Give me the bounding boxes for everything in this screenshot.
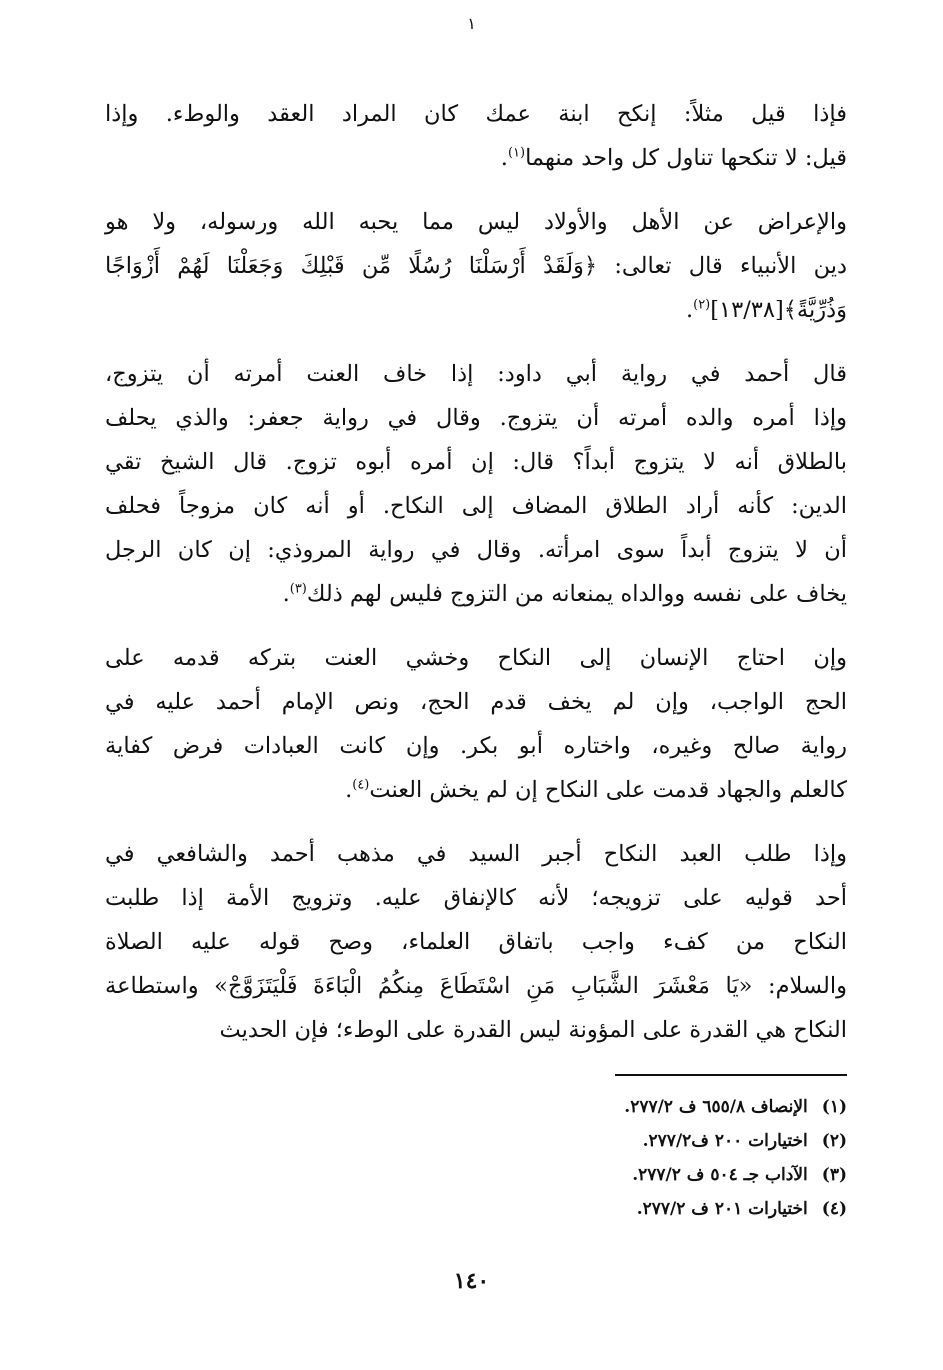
text-line: وإذا أمره والده أمرته أن يتزوج. وقال في رواية جعفر: والذي يحلف (105, 405, 847, 431)
footnote-ref[interactable]: (٣) (289, 581, 307, 597)
footnote-text: الآداب جـ ٥٠٤ ف ٢٧٧/٢. (632, 1165, 808, 1185)
text-line: كالعلم والجهاد قدمت على النكاح إن لم يخش العنت$^{(٤)}$. (345, 777, 847, 803)
text-line: الدين: كأنه أراد الطلاق المضاف إلى النكاح. أو أنه كان مزوجاً فحلف (105, 493, 847, 519)
text-line: قال أحمد في رواية أبي داود: إذا خاف العنت أمرته أن يتزوج، (105, 361, 847, 387)
text-line: والسلام: «يَا مَعْشَرَ الشَّبَابِ مَنِ اسْتَطَاعَ مِنكُمُ الْبَاءَةَ فَلْيَتَزَوَّجْ» واستطاعة (105, 973, 847, 999)
paragraph (105, 636, 847, 812)
text-line: أحد قوليه على تزويجه؛ لأنه كالإنفاق عليه. وتزويج الأمة إذا طلبت (105, 885, 847, 911)
footnote-item (105, 1090, 847, 1124)
paragraph (105, 352, 847, 616)
footnote-number: (٤) (821, 1199, 847, 1219)
text-line: وإذا طلب العبد النكاح أجبر السيد في مذهب أحمد والشافعي في (105, 841, 847, 867)
text-line: يخاف على نفسه ووالداه يمنعانه من التزوج فليس لهم ذلك$^{(٣)}$. (282, 581, 847, 607)
footnote-divider (615, 1074, 847, 1076)
footnote-number: (٣) (821, 1165, 847, 1185)
footnote-item (105, 1192, 847, 1226)
paragraph (105, 92, 847, 180)
body-text (105, 92, 847, 1072)
text-line: قيل: لا تنكحها تناول كل واحد منهما$^{(١)}$. (500, 145, 847, 171)
text-line: فإذا قيل مثلاً: إنكح ابنة عمك كان المراد العقد والوطء. وإذا (105, 101, 847, 127)
footnote-text: الإنصاف ٦٥٥/٨ ف ٢٧٧/٢. (624, 1097, 808, 1117)
text-line: النكاح هي القدرة على المؤونة ليس القدرة على الوطء؛ فإن الحديث (219, 1017, 847, 1043)
footnote-ref[interactable]: (٤) (352, 777, 370, 793)
text-line: بالطلاق أنه لا يتزوج أبداً؟ قال: إن أمره أبوه تزوج. قال الشيخ تقي (105, 449, 847, 475)
text-line: أن لا يتزوج أبداً سوى امرأته. وقال في رواية المروذي: إن كان الرجل (105, 537, 847, 563)
footnote-ref[interactable]: (٢) (693, 297, 711, 313)
paragraph (105, 200, 847, 332)
sentence-end: . (500, 145, 508, 171)
footnote-text: اختيارات ٢٠١ ف ٢٧٧/٢. (636, 1199, 808, 1219)
text-line: رواية صالح وغيره، واختاره أبو بكر. وإن كانت العبادات فرض كفاية (105, 733, 847, 759)
text-line: والإعراض عن الأهل والأولاد ليس مما يحبه الله ورسوله، ولا هو (105, 209, 847, 235)
footnote-number: (٢) (821, 1131, 847, 1151)
text-line: الحج الواجب، وإن لم يخف قدم الحج، ونص الإمام أحمد عليه في (105, 689, 847, 715)
top-mark: ۱ (467, 14, 476, 33)
footnote-item (105, 1158, 847, 1192)
footnote-ref[interactable]: (١) (507, 145, 526, 161)
sentence-end: . (685, 297, 694, 323)
text-line: دين الأنبياء قال تعالى: ﴿وَلَقَدْ أَرْسَلْنَا رُسُلًا مِّن قَبْلِكَ وَجَعَلْنَا لَهُمْ أَزْوَاجًا (105, 253, 847, 279)
page-number: ١٤٠ (453, 1268, 490, 1294)
sentence-end: . (345, 777, 353, 803)
text-line: وإن احتاج الإنسان إلى النكاح وخشي العنت بتركه قدمه على (105, 645, 847, 671)
footnotes-list (105, 1090, 847, 1226)
footnote-text: اختيارات ٢٠٠ ف٢٧٧/٢. (642, 1131, 808, 1151)
footnote-item (105, 1124, 847, 1158)
text-line: وَذُرِّيَّةً﴾[١٣/٣٨]$^{(٢)}$. (685, 297, 847, 323)
paragraph (105, 832, 847, 1052)
sentence-end: . (282, 581, 290, 607)
text-line: النكاح من كفء واجب باتفاق العلماء، وصح قوله عليه الصلاة (105, 929, 847, 955)
footnote-number: (١) (821, 1097, 847, 1117)
